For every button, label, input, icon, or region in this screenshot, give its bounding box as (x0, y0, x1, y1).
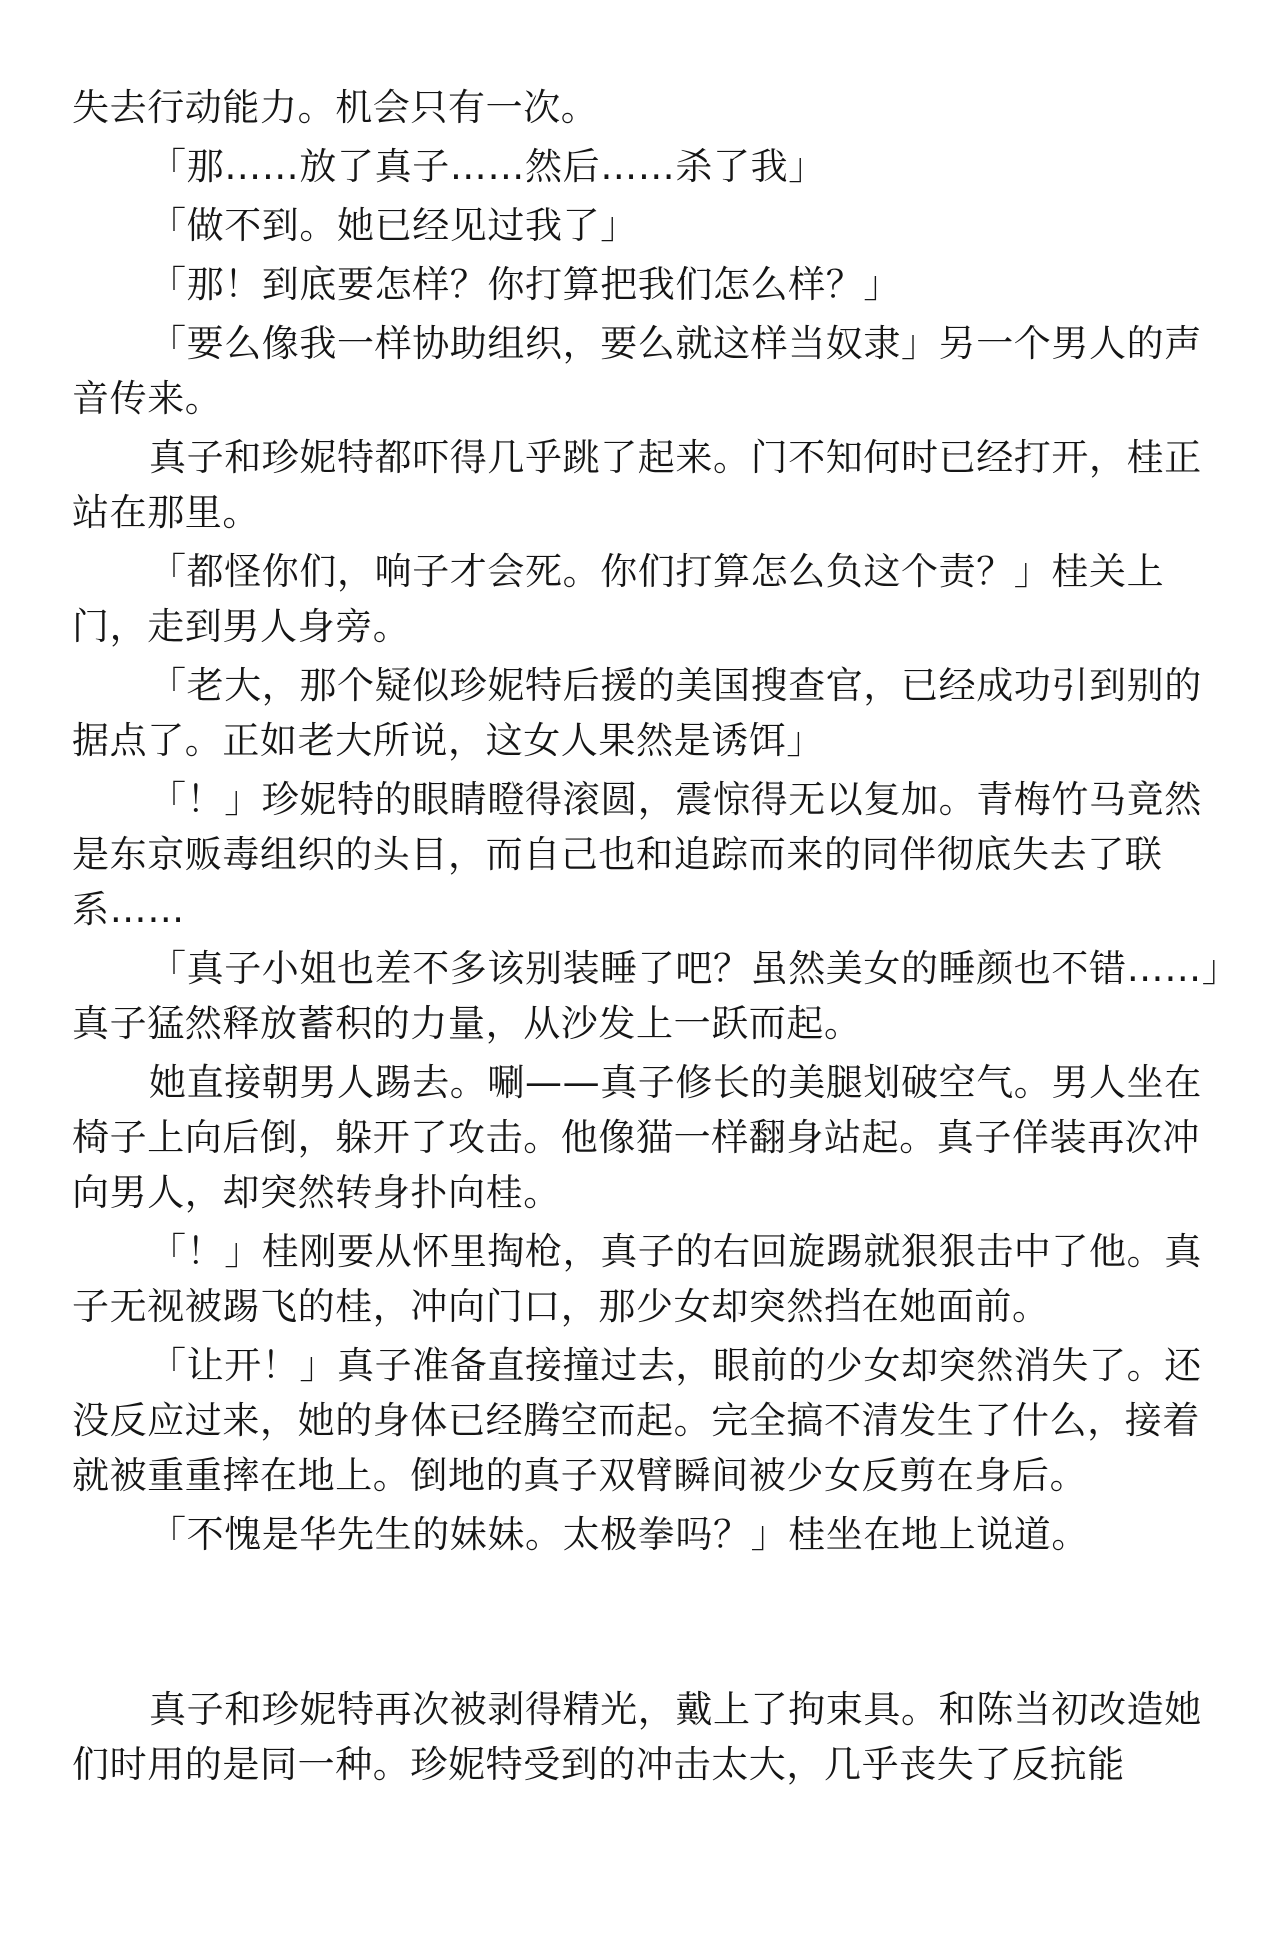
paragraph: 「那！到底要怎样？你打算把我们怎么样？」 (149, 263, 901, 306)
text-block-1 (72, 80, 1222, 1562)
paragraph: 她直接朝男人踢去。唰——真子修长的美腿划破空气。男人坐在椅子上向后倒，躲开了攻击。他像猫一样翻身站起。真子佯装再次冲向男人，却突然转身扑向桂。 (72, 1061, 1202, 1214)
text-block-2 (72, 1682, 1222, 1792)
paragraph: 「！」珍妮特的眼睛瞪得滚圆，震惊得无以复加。青梅竹马竟然是东京贩毒组织的头目，而自己也和追踪而来的同伴彻底失去了联系…… (72, 778, 1202, 931)
document-page (72, 80, 1222, 1796)
paragraph: 「不愧是华先生的妹妹。太极拳吗？」桂坐在地上说道。 (149, 1513, 1089, 1556)
paragraph: 「要么像我一样协助组织，要么就这样当奴隶」另一个男人的声音传来。 (72, 322, 1202, 420)
paragraph: 真子和珍妮特再次被剥得精光，戴上了拘束具。和陈当初改造她们时用的是同一种。珍妮特受到的冲击太大，几乎丧失了反抗能 (72, 1688, 1202, 1786)
paragraph: 「那……放了真子……然后……杀了我」 (149, 145, 826, 188)
paragraph: 「都怪你们，响子才会死。你们打算怎么负这个责？」桂关上门，走到男人身旁。 (72, 550, 1165, 648)
paragraph: 「做不到。她已经见过我了」 (149, 204, 638, 247)
paragraph: 真子和珍妮特都吓得几乎跳了起来。门不知何时已经打开，桂正站在那里。 (72, 436, 1202, 534)
paragraph: 「真子小姐也差不多该别装睡了吧？虽然美女的睡颜也不错……」真子猛然释放蓄积的力量，从沙发上一跃而起。 (72, 947, 1221, 1045)
paragraph: 失去行动能力。机会只有一次。 (72, 86, 599, 129)
section-break (72, 1566, 1222, 1682)
paragraph: 「老大，那个疑似珍妮特后援的美国搜查官，已经成功引到别的据点了。正如老大所说，这女人果然是诱饵」 (72, 664, 1202, 762)
paragraph: 「！」桂刚要从怀里掏枪，真子的右回旋踢就狠狠击中了他。真子无视被踢飞的桂，冲向门口，那少女却突然挡在她面前。 (72, 1230, 1202, 1328)
paragraph: 「让开！」真子准备直接撞过去，眼前的少女却突然消失了。还没反应过来，她的身体已经腾空而起。完全搞不清发生了什么，接着就被重重摔在地上。倒地的真子双臂瞬间被少女反剪在身后。 (72, 1344, 1202, 1497)
